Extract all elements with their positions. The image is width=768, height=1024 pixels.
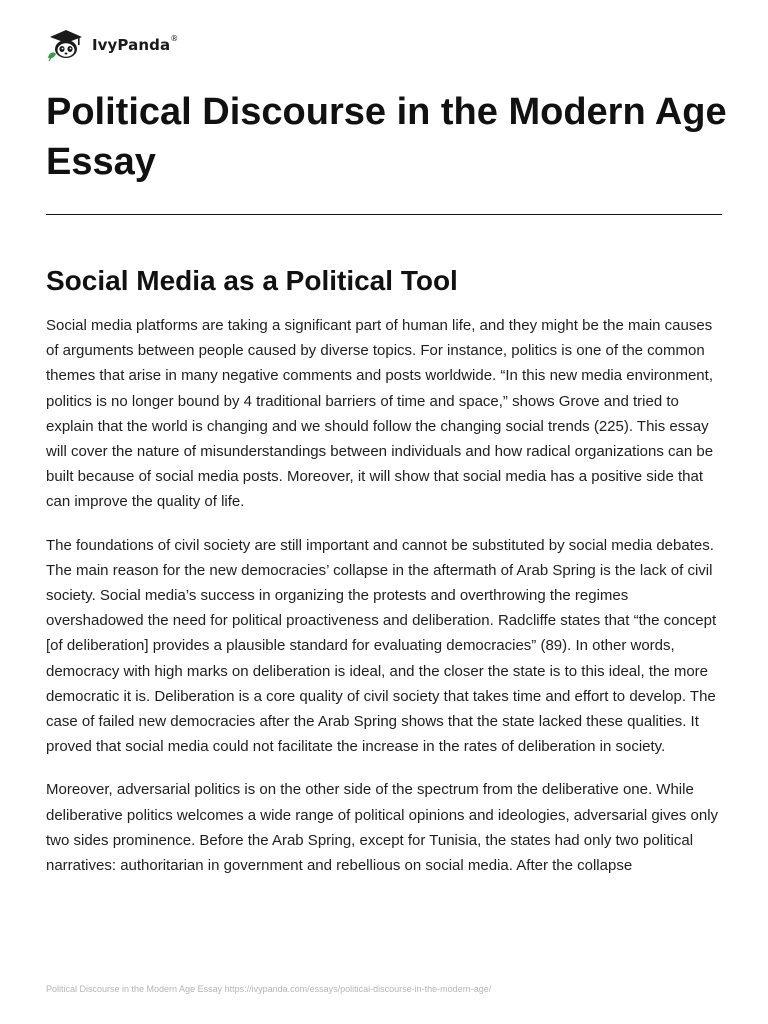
paragraph: Moreover, adversarial politics is on the other side of the spectrum from the deliberative one. While deliberative politics welcomes a wide range of political opinions and ideologies, adversarial gives only two sides prominence. Before the Arab Spring, except for Tunisia, the states had only two political narratives: authoritarian in government and rebellious on social media. After the collapse [46,781,719,875]
section-heading: Social Media as a Political Tool [46,265,458,296]
page-title: Political Discourse in the Modern Age Essay [46,91,727,183]
brand-name: IvyPanda® [92,34,179,54]
paragraph: Social media platforms are taking a significant part of human life, and they might be the main causes of arguments between people caused by diverse topics. For instance, politics is one of the common themes that arise in many negative comments and posts worldwide. “In this new media environment, politics is no longer bound by 4 traditional barriers of time and space,” shows Grove and tried to explain that the world is changing and we should follow the changing social trends (225). This essay will cover the nature of misunderstandings between individuals and how radical organizations can be built because of social media posts. Moreover, it will show that social media has a positive side that can improve the quality of life. [46,317,714,511]
title-divider [46,214,722,215]
graduation-panda-icon [46,28,86,62]
paragraph: The foundations of civil society are still important and cannot be substituted by social media debates. The main reason for the new democracies’ collapse in the aftermath of Arab Spring is the lack of civil society. Social media’s success in organizing the protests and overthrowing the regimes overshadowed the need for political proactiveness and deliberation. Radcliffe states that “the concept [of deliberation] provides a plausible standard for evaluating democracies” (89). In other words, democracy with high marks on deliberation is ideal, and the closer the state is to this ideal, the more democratic it is. Deliberation is a core quality of civil society that takes time and effort to develop. The case of failed new democracies after the Arab Spring shows that the state lacked these qualities. It proved that social media could not facilitate the increase in the rates of deliberation in society. [46,536,717,756]
brand-logo[interactable] [46,26,178,64]
page-footer: Political Discourse in the Modern Age Essay https://ivypanda.com/essays/political-discourse-in-the-modern-age/ [46,984,492,994]
essay-body [46,313,726,896]
